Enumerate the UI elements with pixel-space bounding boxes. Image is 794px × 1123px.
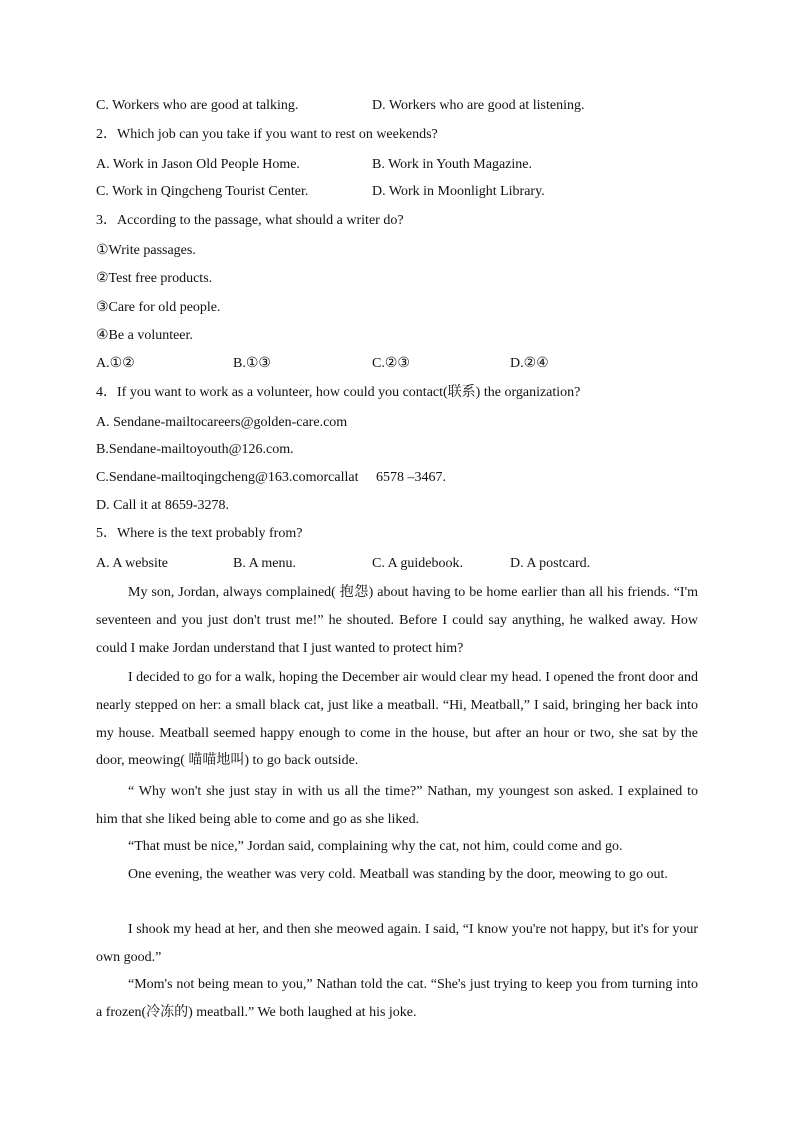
paragraph-text: “That must be nice,” Jordan said, complaining why the cat, not him, could come and go. (128, 839, 623, 854)
q1-option-d: D. Workers who are good at listening. (372, 98, 585, 113)
paragraph-text: I shook my head at her, and then she meowed again. I said, “I know you're not happy, but it's for your own good.” (96, 922, 698, 965)
q5-option-d: D. A postcard. (510, 556, 591, 571)
q4-stem: 4．If you want to work as a volunteer, how could you contact(联系) the organization? (96, 385, 581, 400)
q5-option-a: A. A website (96, 556, 168, 571)
q1-option-c: C. Workers who are good at talking. (96, 98, 299, 113)
passage-paragraph-1 (96, 579, 698, 662)
q3-stem: 3．According to the passage, what should a writer do? (96, 213, 404, 228)
q5-stem: 5．Where is the text probably from? (96, 526, 303, 541)
q3-item-3: ③Care for old people. (96, 300, 221, 315)
paragraph-text: I decided to go for a walk, hoping the December air would clear my head. I opened the front door and nearly stepped on her: a small black cat, just like a meatball. “Hi, Meatball,” I said, bringing her back into my house. Meatball seemed happy enough to come in the house, but after an hour or two, she sat by the door, meowing( 喵喵地叫) to go back outside. (96, 670, 698, 769)
q2-option-b: B. Work in Youth Magazine. (372, 157, 533, 172)
q3-item-4: ④Be a volunteer. (96, 328, 193, 343)
q4-option-a: A. Sendane-mailtocareers@golden-care.com (96, 415, 348, 430)
q3-option-a: A.①② (96, 356, 135, 371)
q3-option-b: B.①③ (233, 356, 271, 371)
passage-paragraph-2 (96, 664, 698, 775)
q4-option-c: C.Sendane-mailtoqingcheng@163.comorcallat 6578 –3467. (96, 470, 446, 485)
q4-option-d: D. Call it at 8659-3278. (96, 498, 229, 513)
paragraph-text: “Mom's not being mean to you,” Nathan told the cat. “She's just trying to keep you from turning into a frozen(冷冻的) meatball.” We both laughed at his joke. (96, 977, 698, 1020)
passage-paragraph-4 (96, 833, 698, 861)
passage-paragraph-7 (96, 971, 698, 1027)
passage-paragraph-5 (96, 861, 698, 889)
q3-option-d: D.②④ (510, 356, 549, 371)
q3-option-c: C.②③ (372, 356, 410, 371)
passage-paragraph-6 (96, 916, 698, 972)
q2-option-d: D. Work in Moonlight Library. (372, 184, 545, 199)
paragraph-text: “ Why won't she just stay in with us all the time?” Nathan, my youngest son asked. I explained to him that she liked being able to come and go as she liked. (96, 784, 698, 827)
q3-item-1: ①Write passages. (96, 243, 196, 258)
q2-option-a: A. Work in Jason Old People Home. (96, 157, 300, 172)
paragraph-text: My son, Jordan, always complained( 抱怨) about having to be home earlier than all his friends. “I'm seventeen and you just don't trust me!” he shouted. Before I could say anything, he walked away. How could I make Jordan understand that I just wanted to protect him? (96, 585, 698, 656)
q5-option-b: B. A menu. (233, 556, 297, 571)
passage-paragraph-3 (96, 778, 698, 834)
q3-item-2: ②Test free products. (96, 271, 213, 286)
q5-option-c: C. A guidebook. (372, 556, 464, 571)
q2-stem: 2．Which job can you take if you want to rest on weekends? (96, 127, 438, 142)
q4-option-b: B.Sendane-mailtoyouth@126.com. (96, 442, 294, 457)
paragraph-text: One evening, the weather was very cold. Meatball was standing by the door, meowing to go out. (128, 867, 668, 882)
q2-option-c: C. Work in Qingcheng Tourist Center. (96, 184, 309, 199)
